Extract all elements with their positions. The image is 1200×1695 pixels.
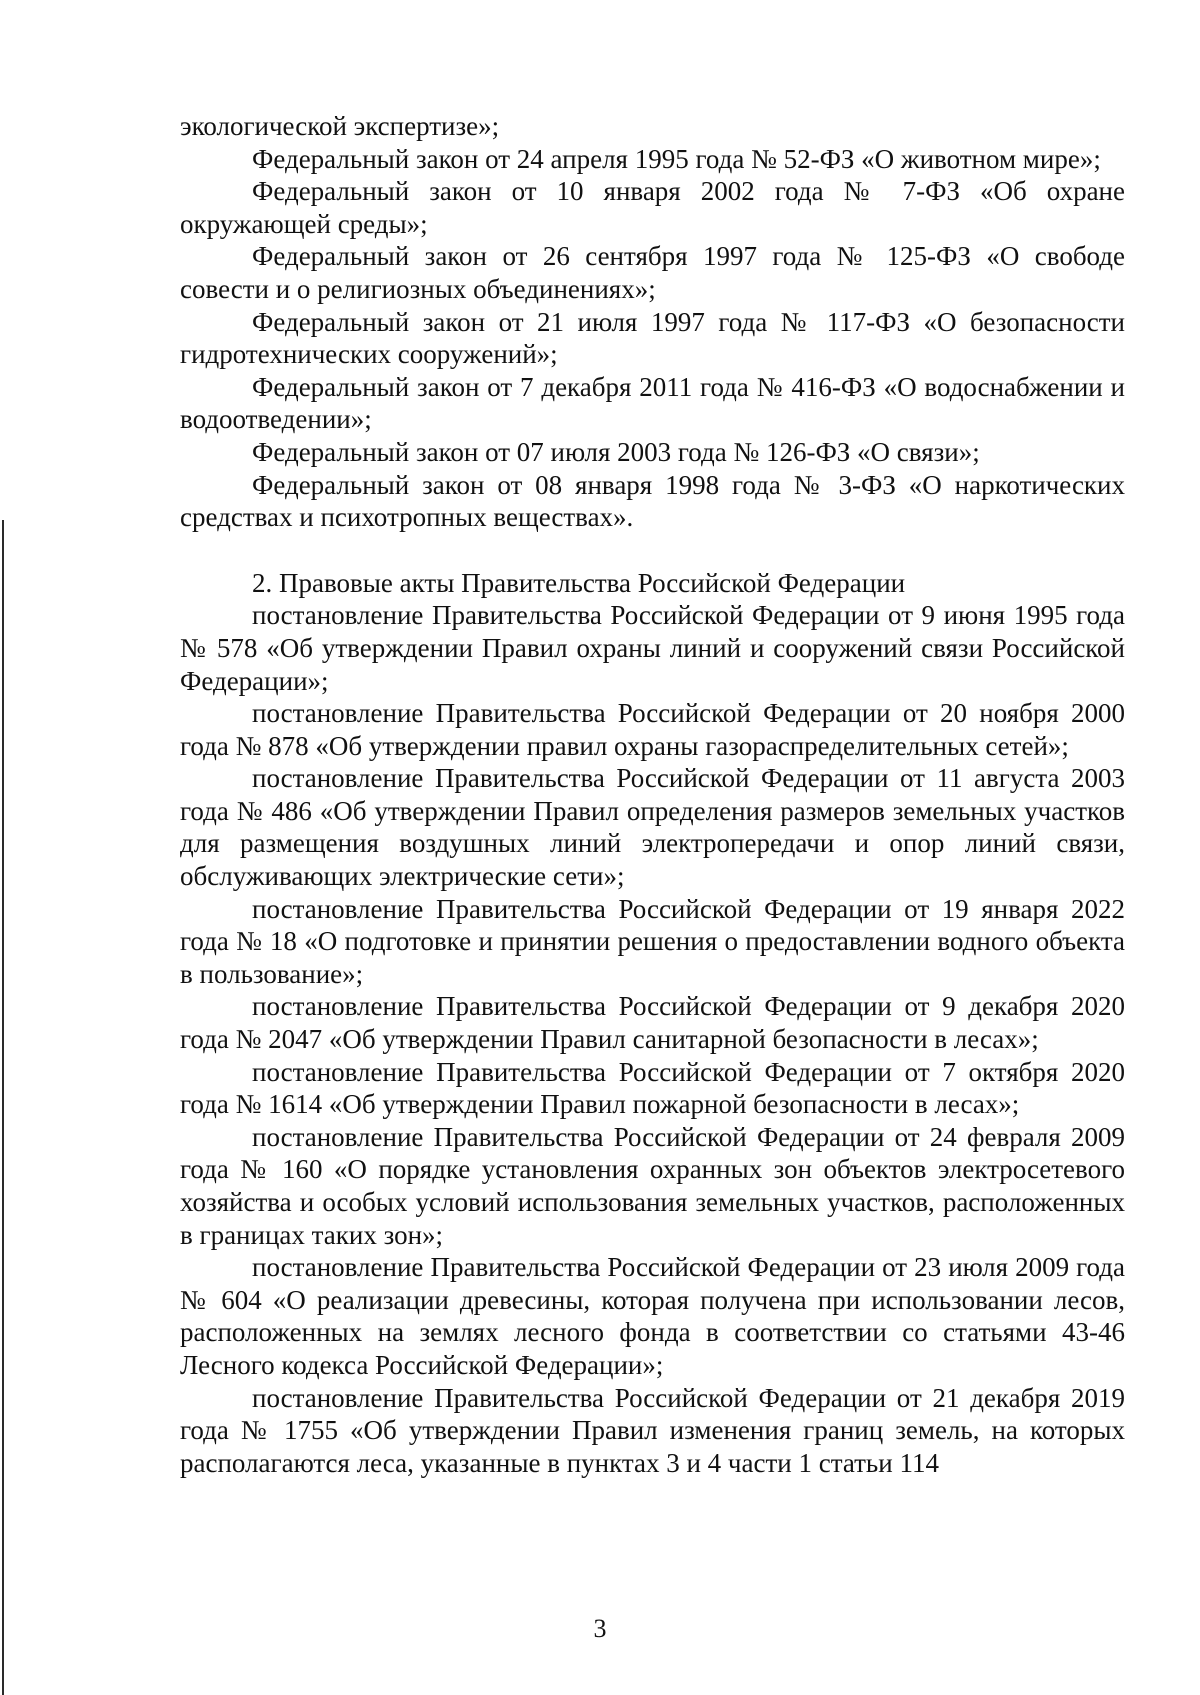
section-heading: 2. Правовые акты Правительства Российской Федерации: [252, 567, 906, 598]
government-acts-list: [180, 599, 1125, 1479]
list-item: Федеральный закон от 26 сентября 1997 года № 125-ФЗ «О свободе совести и о религиозных объединениях»;: [180, 241, 1125, 304]
list-item: Федеральный закон от 08 января 1998 года № 3-ФЗ «О наркотических средствах и психотропных веществах».: [180, 469, 1125, 533]
list-item: постановление Правительства Российской Федерации от 11 августа 2003 года № 486 «Об утверждении Правил определения размеров земельных участков для размещения воздушных линий электропередачи и опор линий связи, обслуживающих электрические сети»;: [180, 763, 1125, 892]
scan-margin-line: [2, 520, 4, 1695]
list-item: Федеральный закон от 10 января 2002 года № 7-ФЗ «Об охране окружающей среды»;: [180, 176, 1125, 239]
list-item: Федеральный закон от 21 июля 1997 года № 117-ФЗ «О безопасности гидротехнических сооружений»;: [180, 306, 1125, 370]
list-item: постановление Правительства Российской Федерации от 9 декабря 2020 года № 2047 «Об утверждении Правил санитарной безопасности в лесах»;: [180, 991, 1125, 1055]
list-item: постановление Правительства Российской Федерации от 24 февраля 2009 года № 160 «О порядке установления охранных зон объектов электросетевого хозяйства и особых условий использования земельных участков, расположенных в границах таких зон»;: [180, 1121, 1125, 1250]
list-item: постановление Правительства Российской Федерации от 19 января 2022 года № 18 «О подготовке и принятии решения о предоставлении водного объекта в пользование»;: [180, 893, 1125, 989]
list-item: постановление Правительства Российской Федерации от 21 декабря 2019 года № 1755 «Об утверждении Правил изменения границ земель, на которых располагаются леса, указанные в пунктах 3 и 4 части 1 статьи 114: [180, 1382, 1125, 1478]
list-item: постановление Правительства Российской Федерации от 23 июля 2009 года № 604 «О реализации древесины, которая получена при использовании лесов, расположенных на землях лесного фонда в соответствии со статьями 43-46 Лесного кодекса Российской Федерации»;: [180, 1252, 1125, 1380]
list-item: постановление Правительства Российской Федерации от 20 ноября 2000 года № 878 «Об утверждении правил охраны газораспределительных сетей»;: [180, 698, 1125, 761]
federal-laws-list: [180, 143, 1125, 534]
list-item: постановление Правительства Российской Федерации от 7 октября 2020 года № 1614 «Об утверждении Правил пожарной безопасности в лесах»;: [180, 1056, 1125, 1120]
continuation-text: экологической экспертизе»;: [180, 111, 500, 141]
document-page: [180, 110, 1125, 1479]
list-item: Федеральный закон от 07 июля 2003 года № 126-ФЗ «О связи»;: [252, 436, 980, 467]
section-spacer: [180, 534, 1125, 567]
list-item: постановление Правительства Российской Федерации от 9 июня 1995 года № 578 «Об утверждении Правил охраны линий и сооружений связи Российской Федерации»;: [180, 600, 1125, 696]
list-item: Федеральный закон от 7 декабря 2011 года № 416-ФЗ «О водоснабжении и водоотведении»;: [180, 371, 1125, 435]
page-number: 3: [593, 1614, 607, 1643]
list-item: Федеральный закон от 24 апреля 1995 года № 52-ФЗ «О животном мире»;: [252, 143, 1101, 174]
